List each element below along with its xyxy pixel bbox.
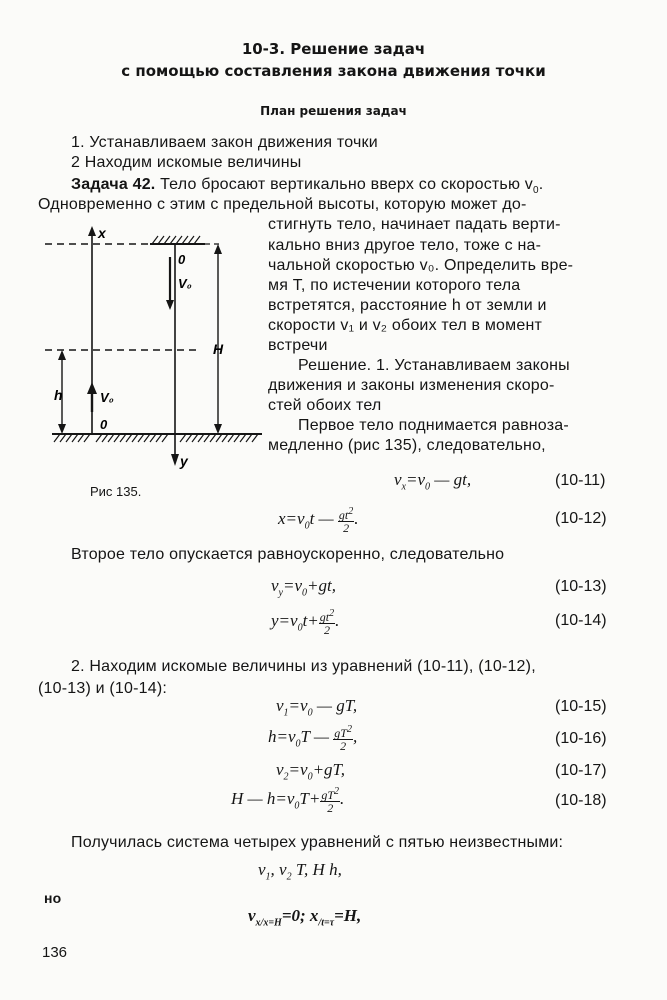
- plan-item-1: 1. Устанавливаем закон движения точки: [71, 134, 378, 151]
- x-axis-arrow: [88, 226, 96, 236]
- plan-item-2: 2 Находим искомые величины: [71, 154, 302, 171]
- section-title: 10-3. Решение задач: [241, 40, 426, 58]
- equation-number: (10-16): [555, 730, 607, 747]
- problem-label: Задача 42.: [71, 176, 156, 193]
- solution-line-1: Решение. 1. Устанавливаем законы: [298, 357, 570, 374]
- plan-subtitle: План решения задач: [260, 104, 407, 118]
- solution-line-3: стей обоих тел: [268, 397, 382, 414]
- equation-number: (10-18): [555, 792, 607, 809]
- equation-10-14: $y=v_0t+$ $\frac{gt^2}{2}$ .: [271, 608, 340, 637]
- equation-10-11: $v_x=v_0$ — gt,: [394, 470, 472, 493]
- equation-10-13: $v_y=v_0+gt$,: [271, 576, 336, 599]
- problem-wrap-6: скорости v₁ и v₂ обоих тел в момент: [268, 317, 543, 334]
- equation-number: (10-17): [555, 762, 607, 779]
- label-H: H: [213, 341, 224, 357]
- problem-wrap-5: встретятся, расстояние h от земли и: [268, 297, 547, 314]
- equation-number: (10-12): [555, 510, 607, 527]
- but-word: но: [44, 890, 62, 906]
- equation-10-12: $x=v_0t$ — $\frac{gt^2}{2}$ .: [278, 506, 359, 535]
- problem-wrap-7: встречи: [268, 337, 328, 354]
- label-x: x: [98, 225, 106, 241]
- step2-line-1: 2. Находим искомые величины из уравнений (10-11), (10-12),: [71, 658, 536, 675]
- solution-line-4: Первое тело поднимается равноза-: [298, 417, 569, 434]
- equation-10-18: H — $h=v_0T+$ $\frac{gT^2}{2}$ .: [231, 786, 345, 815]
- equation-number: (10-11): [555, 472, 606, 489]
- v0-up-arrow: [87, 382, 97, 394]
- problem-wrap-3: чальной скоростью v₀. Определить вре-: [268, 257, 574, 274]
- problem-line-1: Задача 42. Тело бросают вертикально вверх со скоростью $v_0$.: [71, 176, 544, 197]
- page-number: 136: [42, 944, 68, 961]
- unknowns: $v_1$, $v_2$ T, H h,: [258, 860, 342, 883]
- second-body-text: Второе тело опускается равноускоренно, следовательно: [71, 546, 505, 563]
- label-0-top: 0: [178, 252, 186, 267]
- label-0-bottom: 0: [100, 417, 108, 432]
- equation-number: (10-14): [555, 612, 607, 629]
- label-h: h: [54, 387, 63, 403]
- conditions: $v_{x/x=H}=0$; $x_{/t=\tau}=H$,: [248, 906, 362, 929]
- equation-number: (10-15): [555, 698, 607, 715]
- problem-line-2: Одновременно с этим с предельной высоты, которую может до-: [38, 196, 527, 213]
- equation-10-15: $v_1=v_0$ — gT,: [276, 696, 358, 719]
- section-title-line2: с помощью составления закона движения точки: [121, 62, 546, 80]
- equation-10-16: $h=v_0T$ — $\frac{gT^2}{2}$ ,: [268, 724, 358, 753]
- figure-caption: Рис 135.: [90, 484, 142, 499]
- figure-135: [30, 222, 265, 482]
- equation-10-17: $v_2=v_0+gT$,: [276, 760, 345, 783]
- label-v0-bottom: V₀: [100, 390, 114, 405]
- label-y: y: [180, 453, 188, 469]
- y-axis-arrow: [171, 454, 179, 466]
- problem-text: Тело бросают вертикально вверх со скоростью v: [155, 176, 534, 193]
- label-v0-top: V₀: [178, 276, 192, 291]
- solution-line-5: медленно (рис 135), следовательно,: [268, 437, 546, 454]
- system-text: Получилась система четырех уравнений с пятью неизвестными:: [71, 834, 564, 851]
- step2-line-2: (10-13) и (10-14):: [38, 680, 168, 697]
- solution-line-2: движения и законы изменения скоро-: [268, 377, 555, 394]
- problem-wrap-4: мя T, по истечении которого тела: [268, 277, 521, 294]
- ceiling-hatch: [152, 236, 200, 244]
- problem-wrap-2: кально вниз другое тело, тоже с на-: [268, 237, 542, 254]
- equation-number: (10-13): [555, 578, 607, 595]
- v0-down-arrow: [166, 300, 174, 310]
- ground-hatch: [54, 434, 258, 442]
- problem-wrap-1: стигнуть тело, начинает падать верти-: [268, 216, 561, 233]
